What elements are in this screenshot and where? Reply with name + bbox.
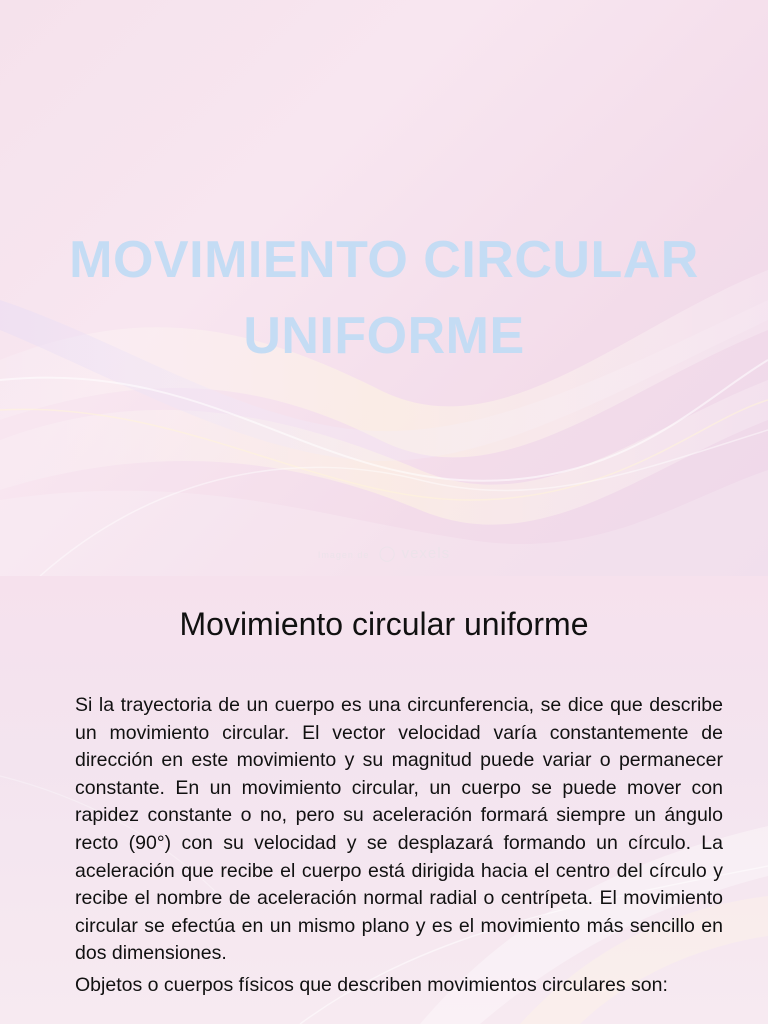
slide-heading: Movimiento circular uniforme xyxy=(179,606,589,642)
watermark-brand: vexels xyxy=(401,545,451,562)
body-paragraph-1: Si la trayectoria de un cuerpo es una circunferencia, se dice que describe un movimiento circular. El vector velocidad varía constantemente de dirección en este movimiento y su magnitud puede variar o permanecer constante. En un movimiento circular, un cuerpo se puede mover con rapidez constante o no, pero su aceleración formará siempre un ángulo recto (90°) con su velocidad y se desplazará formando un círculo. La aceleración que recibe el cuerpo está dirigida hacia el centro del círculo y recibe el nombre de aceleración normal radial o centrípeta. El movimiento circular se efectúa en un mismo plano y es el movimiento más sencillo en dos dimensiones. xyxy=(75,694,723,965)
body-paragraph-2: Objetos o cuerpos físicos que describen movimientos circulares son: xyxy=(75,973,668,996)
title-line-1: MOVIMIENTO CIRCULAR xyxy=(69,231,699,289)
watermark-logo-icon: ◯ xyxy=(378,545,397,562)
watermark xyxy=(0,544,768,562)
slide-title xyxy=(0,222,768,374)
slide-body xyxy=(75,692,723,1000)
watermark-prefix: Imagen de xyxy=(317,550,370,560)
content-slide xyxy=(0,576,768,1024)
title-line-2: UNIFORME xyxy=(243,307,525,365)
